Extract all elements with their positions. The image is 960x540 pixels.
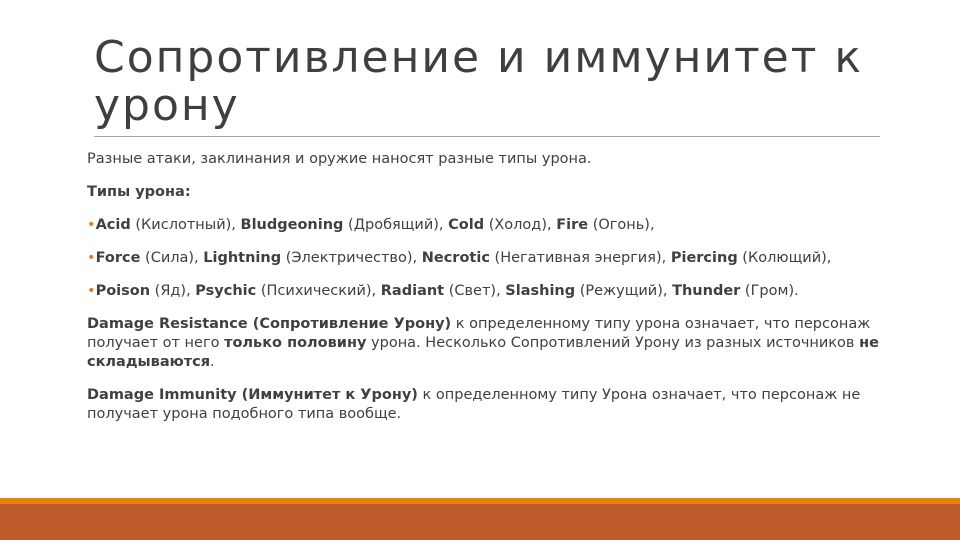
damage-type-thunder-desc: (Гром). xyxy=(740,283,799,299)
damage-type-psychic-desc: (Психический), xyxy=(256,283,381,299)
bullet-item-1 xyxy=(87,216,887,235)
damage-type-thunder: Thunder xyxy=(672,283,741,299)
damage-type-cold-desc: (Холод), xyxy=(484,217,557,233)
resistance-emphasis-2: не складываются xyxy=(87,335,879,370)
bullet-marker: • xyxy=(87,250,96,266)
bullet-marker: • xyxy=(87,283,96,299)
damage-type-psychic: Psychic xyxy=(195,283,257,299)
damage-type-slashing-desc: (Режущий), xyxy=(575,283,673,299)
title-divider xyxy=(94,136,880,137)
damage-type-acid-desc: (Кислотный), xyxy=(130,217,241,233)
damage-type-radiant: Radiant xyxy=(380,283,445,299)
resistance-text-1: к определенному типу урона означает, что персонаж получает от него xyxy=(87,316,871,351)
slide-body xyxy=(87,150,887,438)
damage-type-necrotic-desc: (Негативная энергия), xyxy=(489,250,671,266)
damage-type-force-desc: (Сила), xyxy=(140,250,204,266)
immunity-text-1: к определенному типу Урона означает, что персонаж не получает урона подобного типа вообще. xyxy=(87,387,861,422)
damage-type-slashing: Slashing xyxy=(505,283,576,299)
bullet-item-3 xyxy=(87,282,887,301)
damage-type-bludgeoning-desc: (Дробящий), xyxy=(343,217,449,233)
immunity-term: Damage Immunity (Иммунитет к Урону) xyxy=(87,387,418,403)
resistance-text-3: . xyxy=(210,354,215,370)
resistance-paragraph xyxy=(87,315,887,372)
types-heading-text: Типы урона: xyxy=(87,184,191,200)
footer-bar xyxy=(0,504,960,540)
damage-type-cold: Cold xyxy=(448,217,485,233)
slide-title: Сопротивление и иммунитет к урону xyxy=(94,32,863,131)
damage-type-lightning-desc: (Электричество), xyxy=(281,250,422,266)
damage-type-lightning: Lightning xyxy=(203,250,282,266)
damage-type-bludgeoning: Bludgeoning xyxy=(240,217,344,233)
resistance-term: Damage Resistance (Сопротивление Урону) xyxy=(87,316,452,332)
damage-type-radiant-desc: (Свет), xyxy=(444,283,506,299)
damage-type-necrotic: Necrotic xyxy=(421,250,490,266)
damage-type-poison: Poison xyxy=(95,283,151,299)
damage-type-force: Force xyxy=(95,250,141,266)
types-heading xyxy=(87,183,887,202)
damage-type-fire: Fire xyxy=(556,217,589,233)
resistance-emphasis-1: только половину xyxy=(224,335,367,351)
damage-type-fire-desc: (Огонь), xyxy=(588,217,655,233)
damage-type-piercing: Piercing xyxy=(670,250,738,266)
intro-paragraph: Разные атаки, заклинания и оружие наносят разные типы урона. xyxy=(87,151,592,167)
immunity-paragraph xyxy=(87,386,887,424)
bullet-item-2 xyxy=(87,249,887,268)
resistance-text-2: урона. Несколько Сопротивлений Урону из разных источников xyxy=(366,335,860,351)
damage-type-poison-desc: (Яд), xyxy=(150,283,196,299)
damage-type-acid: Acid xyxy=(95,217,131,233)
damage-type-piercing-desc: (Колющий), xyxy=(737,250,832,266)
bullet-marker: • xyxy=(87,217,96,233)
